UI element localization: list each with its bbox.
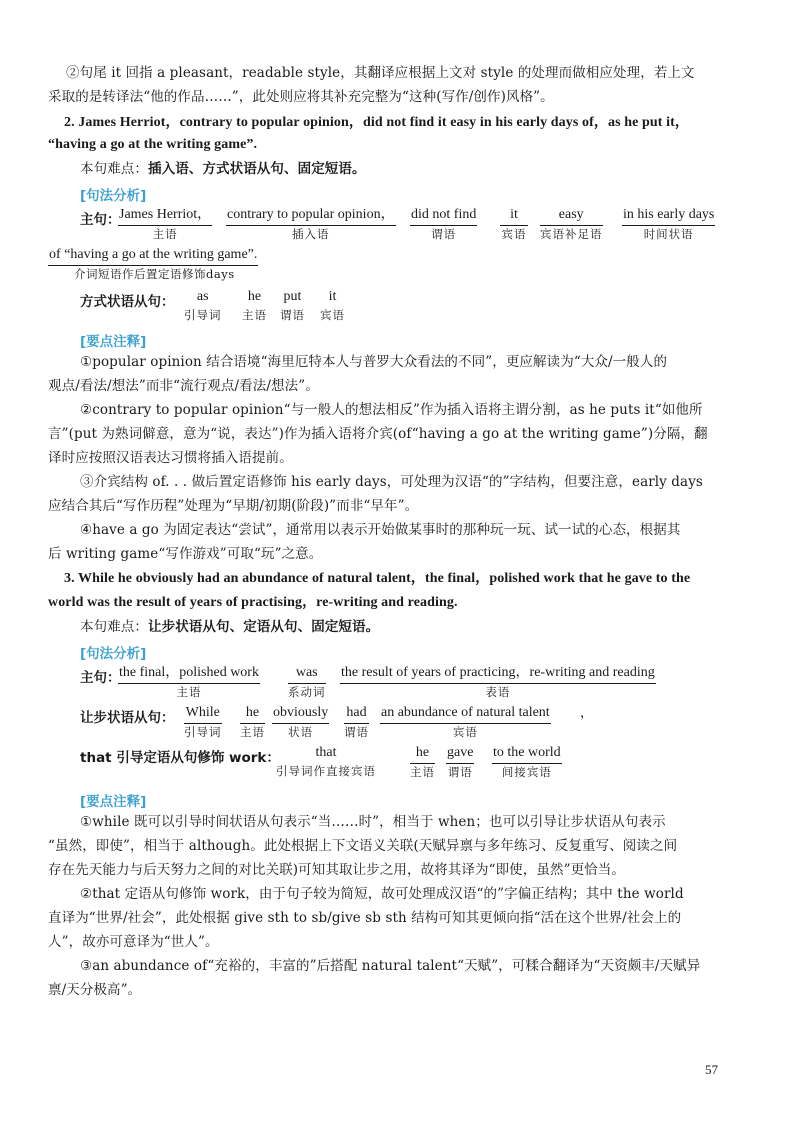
- manner-seg-put: put 谓语: [280, 289, 305, 322]
- note-2-line-8: ④have a go 为固定表达“尝试”，通常用以表示开始做某事时的那种玩一玩、试一试的心态，根据其: [80, 522, 681, 538]
- note-3-line-2: “虽然，即使”，相当于 although。此处根据上下文语义关联(天赋异禀与多年练习、反复重写、阅读之间: [48, 838, 678, 854]
- conc-seg-while: While 引导词: [184, 705, 222, 739]
- segment-complement-2: easy 宾语补足语: [540, 207, 603, 241]
- manner-clause-label: 方式状语从句：: [80, 294, 175, 310]
- syntax-heading-3: [句法分析]: [80, 646, 147, 662]
- note-3-line-4: ②that 定语从句修饰 work，由于句子较为简短，故可处理成汉语“的”字偏正结构；其中 the world: [80, 886, 684, 902]
- note-3-line-8: 禀/天分极高”。: [48, 982, 142, 998]
- difficulty-prefix: 本句难点：: [80, 619, 148, 635]
- note-2-line-6: ③介宾结构 of. . . 做后置定语修饰 his early days，可处理为汉语“的”字结构，但要注意，early days: [80, 474, 703, 490]
- notes-heading-2: [要点注释]: [80, 334, 147, 350]
- sentence-2-line-2: “having a go at the writing game”.: [48, 137, 258, 152]
- note-3-line-3: 存在先天能力与后天努力之间的对比关联)可知其取让步之用，故将其译为“即使，虽然”更恰当。: [48, 862, 625, 878]
- syntax-heading-2: [句法分析]: [80, 188, 147, 204]
- segment-predicate-2: did not find 谓语: [411, 207, 477, 241]
- segment-postmodifier-2: of “having a go at the writing game”. 介词短语作后置定语修饰days: [49, 247, 258, 281]
- conc-comma: ，: [580, 705, 594, 721]
- sentence-2-line-1: 2. James Herriot，contrary to popular opinion，did not find it easy in his early days of，as he put it，: [64, 115, 690, 130]
- difficulty-text: 让步状语从句、定语从句、固定短语。: [148, 619, 380, 635]
- manner-seg-he: he 主语: [242, 289, 267, 322]
- segment-parenthesis-2: contrary to popular opinion， 插入语: [227, 207, 395, 241]
- sentence-3-line-1: 3. While he obviously had an abundance of natural talent，the final，polished work that he gave to the: [64, 571, 691, 586]
- note-2-line-9: 后 writing game“写作游戏”可取“玩”之意。: [48, 546, 323, 562]
- sentence-3-line-2: world was the result of years of practising，re-writing and reading.: [48, 595, 458, 610]
- manner-seg-it: it 宾语: [320, 289, 345, 322]
- segment-subject-2: James Herriot， 主语: [119, 207, 212, 241]
- note-3-line-5: 直译为“世界/社会”，此处根据 give sth to sb/give sb sth 结构可知其更倾向指“活在这个世界/社会上的: [48, 910, 682, 926]
- sentence-3-difficulty: [80, 618, 379, 636]
- segment-subject-3: the final，polished work 主语: [119, 665, 259, 699]
- page-number: 57: [705, 1062, 718, 1077]
- note-2-line-5: 译时应按照汉语表达习惯将插入语提前。: [48, 450, 293, 466]
- segment-object-2: it 宾语: [501, 207, 527, 241]
- conc-seg-obviously: obviously 状语: [273, 705, 329, 739]
- note-3-line-1: ①while 既可以引导时间状语从句表示“当……时”，相当于 when；也可以引导让步状语从句表示: [80, 814, 666, 830]
- rel-seg-to-the-world: to the world 间接宾语: [493, 745, 561, 779]
- note-2-line-3: ②contrary to popular opinion“与一般人的想法相反”作为插入语将主谓分割，as he puts it“如他所: [80, 402, 703, 418]
- conc-seg-object: an abundance of natural talent 宾语: [381, 705, 550, 739]
- difficulty-text: 插入语、方式状语从句、固定短语。: [148, 161, 366, 177]
- difficulty-prefix: 本句难点：: [80, 161, 148, 177]
- conc-seg-had: had 谓语: [344, 705, 369, 739]
- rel-seg-gave: gave 谓语: [447, 745, 474, 779]
- concessive-clause-label: 让步状语从句：: [80, 710, 175, 726]
- note-2-line-1: ①popular opinion 结合语境“海里厄特本人与普罗大众看法的不同”，更应解读为“大众/一般人的: [80, 354, 668, 370]
- manner-seg-as: as 引导词: [184, 289, 222, 322]
- main-clause-label-2: 主句：: [80, 212, 121, 228]
- intro-line-2: 采取的是转译法“他的作品……”，此处则应将其补充完整为“这种(写作/创作)风格”。: [48, 89, 554, 105]
- note-2-line-7: 应结合其后“写作历程”处理为“早期/初期(阶段)”而非“早年”。: [48, 498, 419, 514]
- note-2-line-2: 观点/看法/想法”而非“流行观点/看法/想法”。: [48, 378, 319, 394]
- sentence-2-difficulty: [80, 160, 366, 178]
- intro-line-1: ②句尾 it 回指 a pleasant，readable style，其翻译应根据上文对 style 的处理而做相应处理，若上文: [66, 65, 695, 81]
- segment-linking-verb-3: was 系动词: [288, 665, 326, 699]
- segment-time-adverbial-2: in his early days 时间状语: [623, 207, 715, 241]
- rel-seg-that: that 引导词作直接宾语: [276, 745, 376, 778]
- rel-seg-he: he 主语: [410, 745, 435, 779]
- main-clause-label-3: 主句：: [80, 670, 121, 686]
- notes-heading-3: [要点注释]: [80, 794, 147, 810]
- segment-predicative-3: the result of years of practicing，re-writing and reading 表语: [341, 665, 655, 699]
- conc-seg-he: he 主语: [240, 705, 265, 739]
- note-3-line-7: ③an abundance of“充裕的，丰富的”后搭配 natural talent“天赋”，可糅合翻译为“天资颇丰/天赋异: [80, 958, 701, 974]
- note-2-line-4: 言”(put 为熟词僻意，意为“说，表达”)作为插入语将介宾(of“having a go at the writing game”)分隔，翻: [48, 426, 708, 442]
- note-3-line-6: 人”，故亦可意译为“世人”。: [48, 934, 219, 950]
- relative-clause-label: that 引导定语从句修饰 work：: [80, 750, 280, 766]
